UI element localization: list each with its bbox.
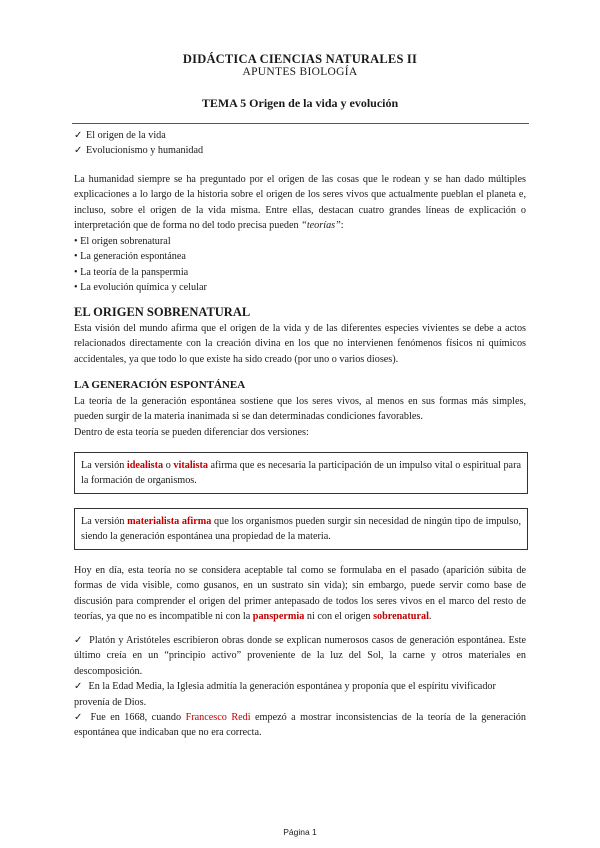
highlight-term: idealista [126, 460, 164, 471]
page-number: Página 1 [283, 827, 317, 837]
check-icon: ✓ [74, 145, 83, 157]
check-icon: ✓ [74, 635, 83, 646]
checklist-item: ✓ El origen de la vida [74, 128, 526, 143]
list-item: ✓ Fue en 1668, cuando Francesco Redi empezó a mostrar inconsistencias de la teoría de la generación espontánea que indicaban que no era correcta. [74, 712, 526, 739]
today-paragraph: Hoy en día, esta teoría no se considera aceptable tal como se formulaba en el pasado (aparición súbita de formas de vida visible, como gusanos, en un sustrato sin vida); sin embargo, puede servir como base de discusión para comprender el origen del primer antepasado de todos los seres vivos en el marco del resto de teorías, ya que no es incompatible ni con la panspermia ni con el origen sobrenatural. [74, 565, 526, 623]
bullet-icon: • [74, 251, 78, 263]
history-list [74, 633, 526, 741]
document-subtitle: APUNTES BIOLOGÍA [242, 66, 358, 78]
list-item: • La generación espontánea [74, 251, 186, 263]
header-divider [72, 123, 529, 124]
highlight-term: sobrenatural [373, 611, 429, 623]
checklist-item: ✓ Evolucionismo y humanidad [74, 143, 526, 158]
list-item: ✓ En la Edad Media, la Iglesia admitía la generación espontánea y proponía que el espíritu vivificador provenía de Dios. [74, 681, 496, 708]
check-icon: ✓ [74, 130, 83, 141]
intro-paragraph: La humanidad siempre se ha preguntado por el origen de las cosas que le rodean y se han dado múltiples explicaciones a lo largo de la historia sobre el origen de los seres vivos que actualmente pueblan el planeta e, incluso, sobre el origen de la vida misma. Entre ellas, destacan cuatro grandes líneas de explicación o interpretación que de forma no del todo precisa pueden “teorías”: [74, 174, 526, 232]
list-item: ✓ Platón y Aristóteles escribieron obras donde se explican numerosos casos de generación espontánea. Este último creía en un “principio activo” proveniente de la luz del Sol, la carne y otros materiales en descomposición. [74, 635, 527, 677]
check-icon: ✓ [74, 681, 83, 693]
highlight-term: vitalista [173, 460, 208, 471]
theories-list [74, 234, 526, 296]
highlight-term: panspermia [252, 611, 305, 623]
bullet-icon: • [74, 236, 78, 247]
idealista-box: La versión idealista o vitalista afirma que es necesaria la participación de un impulso vital o espiritual para la formación de organismos. [74, 452, 528, 494]
section-heading-generacion: LA GENERACIÓN ESPONTÁNEA [74, 379, 246, 391]
topic-checklist [74, 128, 526, 159]
highlight-term: materialista afirma [127, 516, 212, 527]
document-title: DIDÁCTICA CIENCIAS NATURALES II [182, 52, 418, 66]
materialista-box: La versión materialista afirma que los organismos pueden surgir sin necesidad de ningún tipo de impulso, siendo la generación espontánea una propiedad de la materia. [74, 508, 528, 550]
bullet-icon: • [74, 266, 78, 278]
check-icon: ✓ [74, 712, 83, 724]
section-heading-sobrenatural: EL ORIGEN SOBRENATURAL [74, 305, 251, 319]
sobrenatural-paragraph: Esta visión del mundo afirma que el origen de la vida y de las diferentes especies vivientes se debe a actos relacionados directamente con la creación divina en los que no intervienen fenómenos físicos ni químicos accidentales, ya que todo lo que existe ha sido creado (por uno o varios dioses). [74, 323, 526, 365]
bullet-icon: • [74, 282, 78, 294]
highlight-name: Francesco Redi [185, 712, 251, 724]
generacion-paragraph: La teoría de la generación espontánea sostiene que los seres vivos, al menos en sus formas más simples, pueden surgir de la materia inanimada si se dan determinadas condiciones favorables. Dentro de esta teoría se pueden diferenciar dos versiones: [74, 396, 526, 438]
list-item: • La teoría de la panspermia [74, 266, 189, 278]
list-item: • El origen sobrenatural [74, 236, 171, 247]
topic-title: TEMA 5 Origen de la vida y evolución [201, 96, 399, 110]
list-item: • La evolución química y celular [74, 282, 207, 294]
